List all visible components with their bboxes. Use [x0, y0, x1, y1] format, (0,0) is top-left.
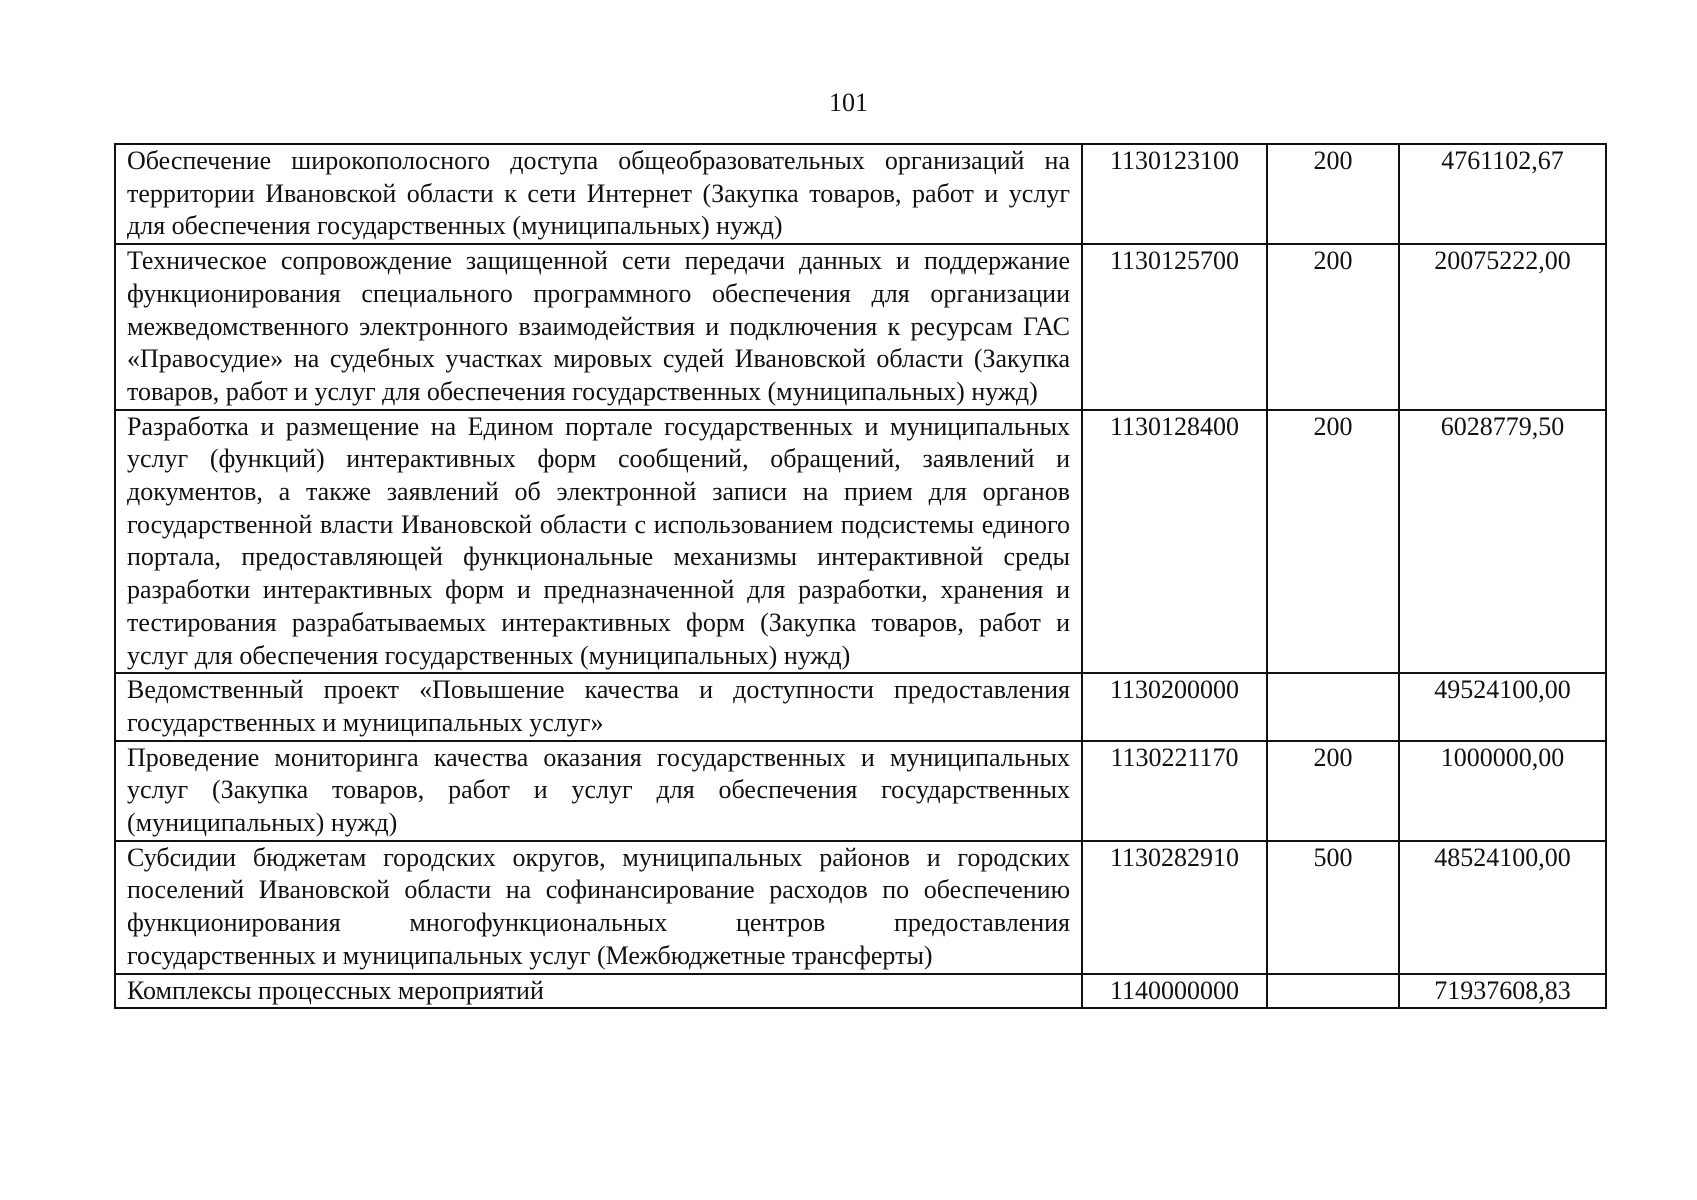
row-expense-type [1267, 974, 1399, 1009]
row-target-code: 1140000000 [1082, 974, 1267, 1009]
table-row [115, 673, 1606, 740]
row-description: Техническое сопровождение защищенной сети передачи данных и поддержание функционирования специального программного обеспечения для организации межведомственного электронного взаимодействия и подключения к ресурсам ГАС «Правосудие» на судебных участках мировых судей Ивановской области (Закупка товаров, работ и услуг для обеспечения государственных (муниципальных) нужд) [115, 244, 1082, 410]
row-amount: 49524100,00 [1399, 673, 1606, 740]
row-expense-type: 500 [1267, 841, 1399, 974]
row-target-code: 1130128400 [1082, 410, 1267, 674]
table-row [115, 244, 1606, 410]
row-target-code: 1130200000 [1082, 673, 1267, 740]
row-expense-type: 200 [1267, 244, 1399, 410]
row-target-code: 1130221170 [1082, 741, 1267, 841]
row-expense-type: 200 [1267, 741, 1399, 841]
table-row [115, 974, 1606, 1009]
budget-table [114, 143, 1607, 1009]
row-description: Обеспечение широкополосного доступа общеобразовательных организаций на территории Ивановской области к сети Интернет (Закупка товаров, работ и услуг для обеспечения государственных (муниципальных) нужд) [115, 144, 1082, 244]
row-expense-type: 200 [1267, 144, 1399, 244]
row-description: Проведение мониторинга качества оказания государственных и муниципальных услуг (Закупка товаров, работ и услуг для обеспечения государственных (муниципальных) нужд) [115, 741, 1082, 841]
table-row [115, 741, 1606, 841]
row-description: Разработка и размещение на Едином портале государственных и муниципальных услуг (функций) интерактивных форм сообщений, обращений, заявлений и документов, а также заявлений об электронной записи на прием для органов государственной власти Ивановской области с использованием подсистемы единого портала, предоставляющей функциональные механизмы интерактивной среды разработки интерактивных форм и предназначенной для разработки, хранения и тестирования разрабатываемых интерактивных форм (Закупка товаров, работ и услуг для обеспечения государственных (муниципальных) нужд) [115, 410, 1082, 674]
row-target-code: 1130125700 [1082, 244, 1267, 410]
row-amount: 1000000,00 [1399, 741, 1606, 841]
table-row [115, 144, 1606, 244]
row-description: Субсидии бюджетам городских округов, муниципальных районов и городских поселений Ивановской области на софинансирование расходов по обеспечению функционирования многофункциональных центров предоставления государственных и муниципальных услуг (Межбюджетные трансферты) [115, 841, 1082, 974]
row-amount: 6028779,50 [1399, 410, 1606, 674]
row-target-code: 1130282910 [1082, 841, 1267, 974]
row-description: Комплексы процессных мероприятий [115, 974, 1082, 1009]
page-number: 101 [829, 88, 868, 117]
row-amount: 20075222,00 [1399, 244, 1606, 410]
row-amount: 71937608,83 [1399, 974, 1606, 1009]
table-row [115, 841, 1606, 974]
row-expense-type: 200 [1267, 410, 1399, 674]
table-row [115, 410, 1606, 674]
row-amount: 48524100,00 [1399, 841, 1606, 974]
row-target-code: 1130123100 [1082, 144, 1267, 244]
row-expense-type [1267, 673, 1399, 740]
row-amount: 4761102,67 [1399, 144, 1606, 244]
row-description: Ведомственный проект «Повышение качества и доступности предоставления государственных и муниципальных услуг» [115, 673, 1082, 740]
